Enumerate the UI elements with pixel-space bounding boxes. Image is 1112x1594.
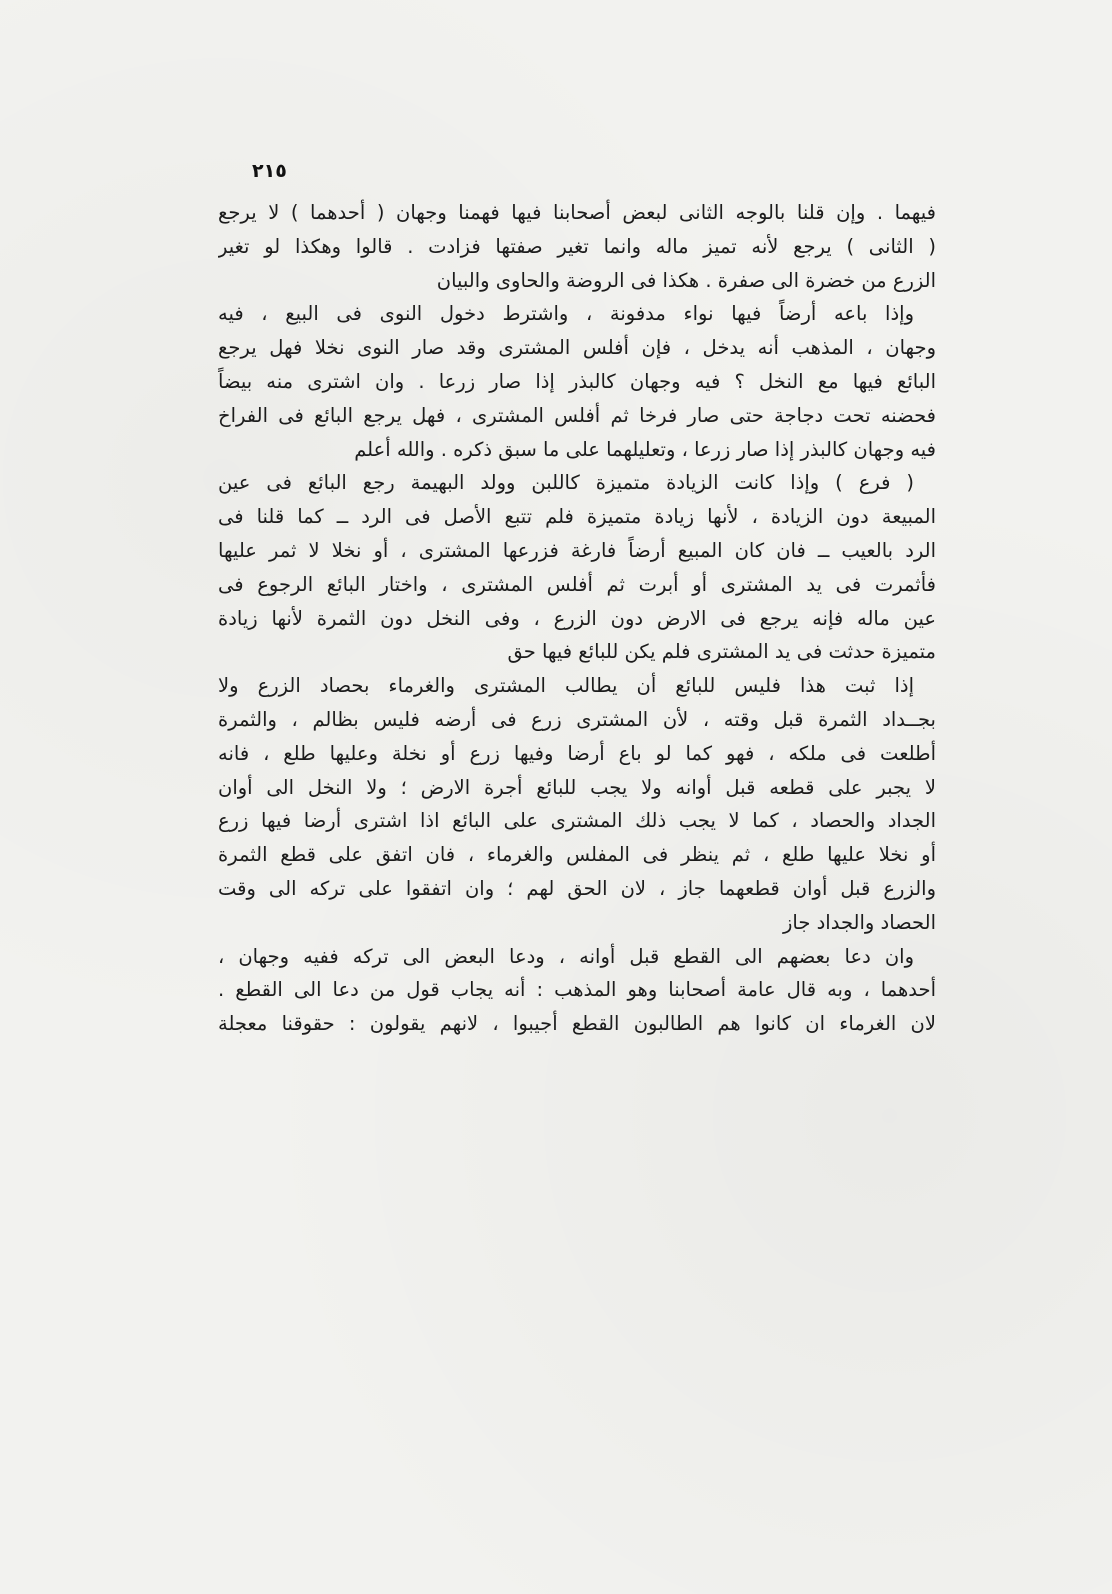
- body-text: [218, 196, 936, 1041]
- text-line: الرد بالعيب ــ فان كان المبيع أرضاً فارغة فزرعها المشترى ، أو نخلا لا ثمر عليها: [218, 538, 936, 562]
- text-line: الحصاد والجداد جاز: [783, 910, 936, 934]
- text-line: فيه وجهان كالبذر إذا صار زرعا ، وتعليلهما على ما سبق ذكره . والله أعلم: [354, 437, 936, 461]
- text-line: الجداد والحصاد ، كما لا يجب ذلك المشترى على البائع اذا اشترى أرضا فيها زرع: [218, 809, 936, 833]
- text-line: أطلعت فى ملكه ، فهو كما لو باع أرضا وفيها زرع أو نخلة وعليها طلع ، فانه: [218, 741, 936, 765]
- text-line: المبيعة دون الزيادة ، لأنها زيادة متميزة فلم تتبع الأصل فى الرد ــ كما قلنا فى: [218, 505, 936, 529]
- text-line: فحضنه تحت دجاجة حتى صار فرخا ثم أفلس المشترى ، فهل يرجع البائع فى الفراخ: [218, 403, 936, 427]
- text-line: متميزة حدثت فى يد المشترى فلم يكن للبائع فيها حق: [507, 640, 936, 664]
- text-line: وان دعا بعضهم الى القطع قبل أوانه ، ودعا البعض الى تركه ففيه وجهان ،: [218, 944, 914, 968]
- text-line: وإذا باعه أرضاً فيها نواء مدفونة ، واشترط دخول النوى فى البيع ، فيه: [218, 302, 914, 326]
- text-line: لا يجبر على قطعه قبل أوانه ولا يجب للبائع أجرة الارض ؛ ولا النخل الى أوان: [218, 775, 936, 799]
- text-line: ( فرع ) وإذا كانت الزيادة متميزة كاللبن وولد البهيمة رجع البائع فى عين: [218, 471, 914, 495]
- page-number: ٢١٥: [252, 160, 287, 182]
- text-line: ( الثانى ) يرجع لأنه تميز ماله وانما تغير صفتها فزادت . قالوا وهكذا لو تغير: [218, 234, 936, 258]
- text-line: الزرع من خضرة الى صفرة . هكذا فى الروضة والحاوى والبيان: [436, 268, 936, 292]
- text-line: فأثمرت فى يد المشترى أو أبرت ثم أفلس المشترى ، واختار البائع الرجوع فى: [218, 572, 936, 596]
- text-line: وجهان ، المذهب أنه يدخل ، فإن أفلس المشترى وقد صار النوى نخلا فهل يرجع: [218, 336, 936, 360]
- text-line: فيهما . وإن قلنا بالوجه الثانى لبعض أصحابنا فيها فهمنا وجهان ( أحدهما ) لا يرجع: [218, 201, 936, 224]
- text-line: عين ماله فإنه يرجع فى الارض دون الزرع ، وفى النخل دون الثمرة لأنها زيادة: [218, 606, 936, 630]
- text-line: أحدهما ، وبه قال عامة أصحابنا وهو المذهب : أنه يجاب قول من دعا الى القطع .: [218, 978, 936, 1002]
- text-line: أو نخلا عليها طلع ، ثم ينظر فى المفلس والغرماء ، فان اتفق على قطع الثمرة: [218, 843, 936, 867]
- text-line: والزرع قبل أوان قطعهما جاز ، لان الحق لهم ؛ وان اتفقوا على تركه الى وقت: [218, 876, 936, 900]
- text-line: بجــداد الثمرة قبل وقته ، لأن المشترى زرع فى أرضه فليس بظالم ، والثمرة: [218, 707, 936, 731]
- text-line: لان الغرماء ان كانوا هم الطالبون القطع أجيبوا ، لانهم يقولون : حقوقنا معجلة: [218, 1012, 936, 1036]
- text-line: البائع فيها مع النخل ؟ فيه وجهان كالبذر إذا صار زرعا . وان اشترى منه بيضاً: [218, 369, 936, 393]
- text-line: إذا ثبت هذا فليس للبائع أن يطالب المشترى والغرماء بحصاد الزرع ولا: [218, 674, 914, 698]
